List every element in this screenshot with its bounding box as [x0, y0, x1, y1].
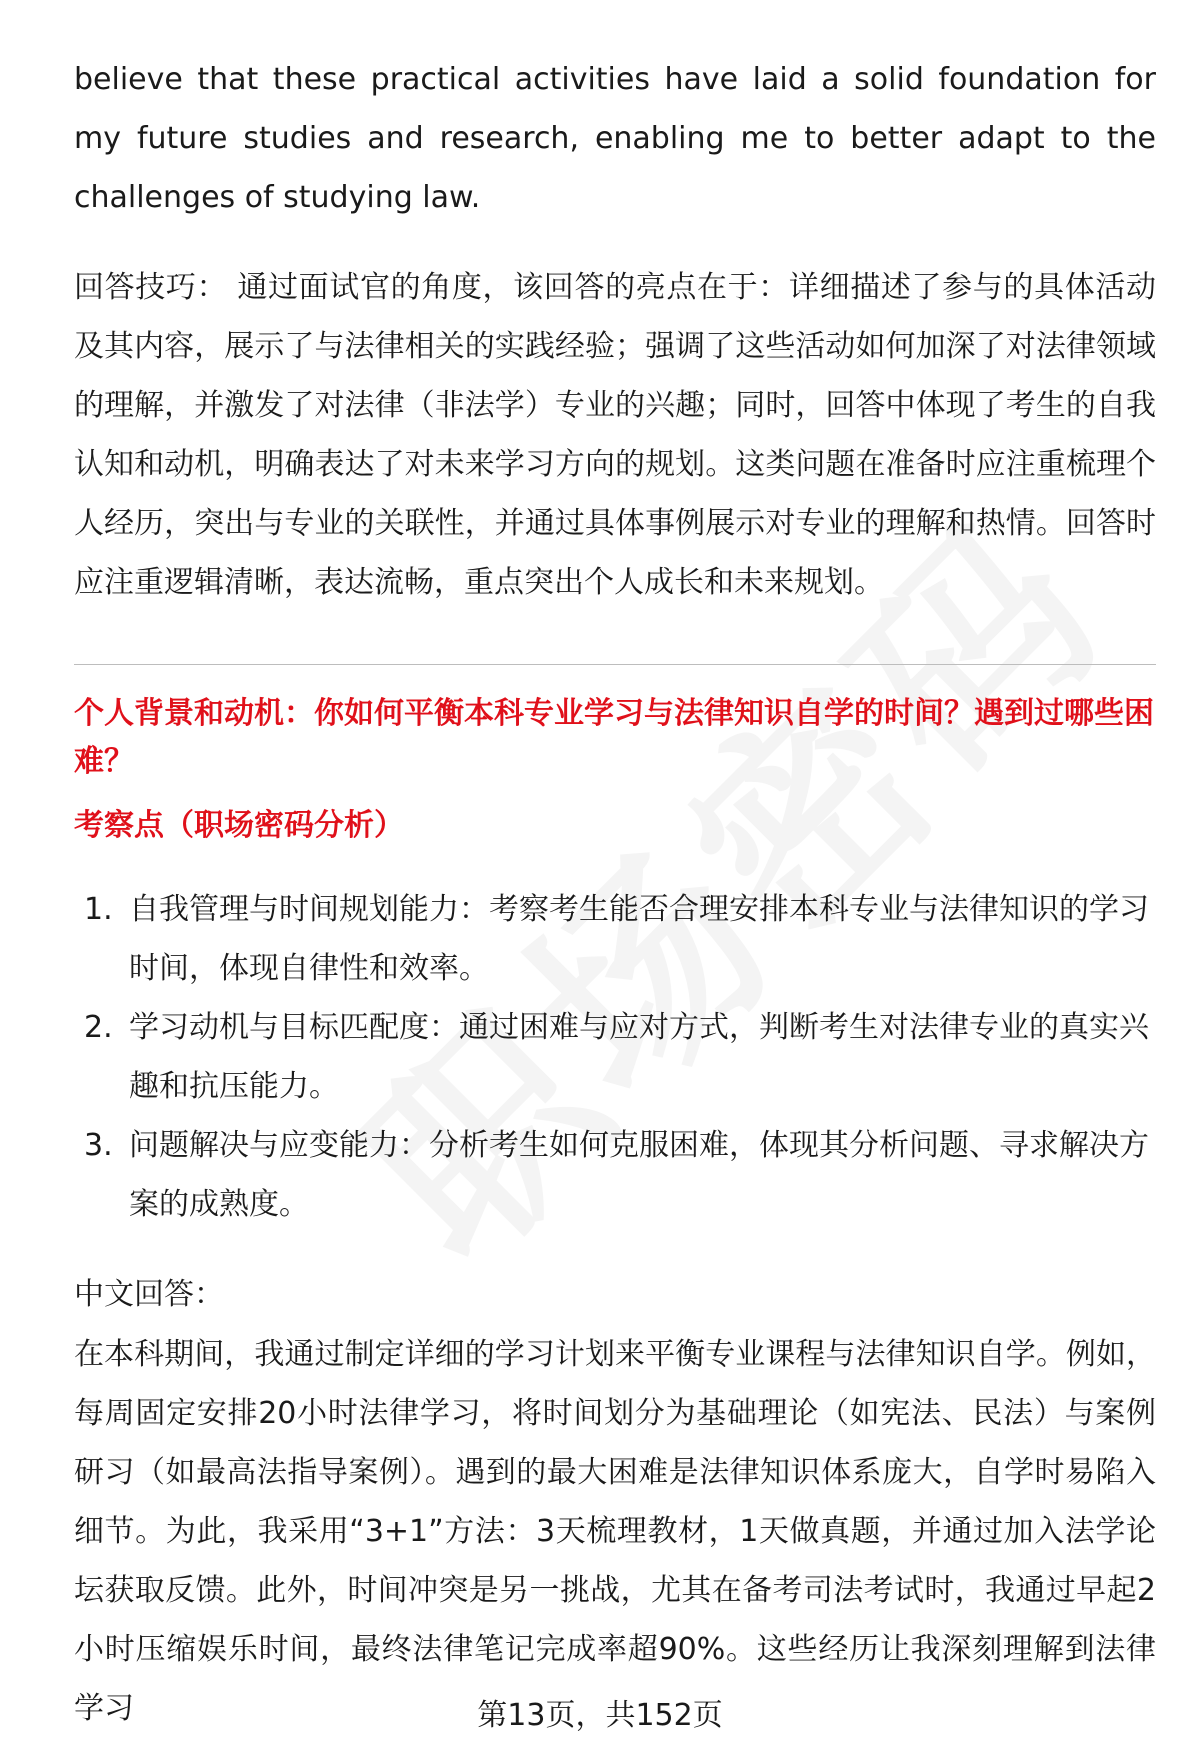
- list-item: [74, 880, 1156, 998]
- page-footer: 第13页，共152页: [477, 1698, 723, 1733]
- list-item-text: 问题解决与应变能力：分析考生如何克服困难，体现其分析问题、寻求解决方案的成熟度。: [129, 1128, 1149, 1222]
- question-title: 个人背景和动机：你如何平衡本科专业学习与法律知识自学的时间？遇到过哪些困难？: [74, 696, 1154, 779]
- list-item-text: 自我管理与时间规划能力：考察考生能否合理安排本科专业与法律知识的学习时间，体现自律性和效率。: [129, 892, 1149, 986]
- answer-label: 中文回答：: [74, 1277, 224, 1312]
- answer-paragraph: 在本科期间，我通过制定详细的学习计划来平衡专业课程与法律知识自学。例如，每周固定安排20小时法律学习，将时间划分为基础理论（如宪法、民法）与案例研习（如最高法指导案例）。遇到的最大困难是法律知识体系庞大，自学时易陷入细节。为此，我采用“3+1”方法：3天梳理教材，1天做真题，并通过加入法学论坛获取反馈。此外，时间冲突是另一挑战，尤其在备考司法考试时，我通过早起2小时压缩娱乐时间，最终法律笔记完成率超90%。这些经历让我深刻理解到法律学习: [74, 1337, 1156, 1726]
- list-item: [74, 998, 1156, 1116]
- list-item-number: 2.: [84, 1010, 113, 1045]
- english-paragraph: believe that these practical activities have laid a solid foundation for my future studies and research, enabling me to better adapt to the challenges of studying law.: [74, 62, 1156, 215]
- list-item-number: 3.: [84, 1128, 113, 1163]
- list-item-text: 学习动机与目标匹配度：通过困难与应对方式，判断考生对法律专业的真实兴趣和抗压能力。: [129, 1010, 1149, 1104]
- section-title: 考察点（职场密码分析）: [74, 808, 404, 843]
- assessment-points-list: [74, 880, 1156, 1234]
- tips-paragraph: 回答技巧： 通过面试官的角度，该回答的亮点在于：详细描述了参与的具体活动及其内容，展示了与法律相关的实践经验；强调了这些活动如何加深了对法律领域的理解，并激发了对法律（非法学）专业的兴趣；同时，回答中体现了考生的自我认知和动机，明确表达了对未来学习方向的规划。这类问题在准备时应注重梳理个人经历，突出与专业的关联性，并通过具体事例展示对专业的理解和热情。回答时应注重逻辑清晰，表达流畅，重点突出个人成长和未来规划。: [74, 270, 1156, 600]
- section-divider: [74, 664, 1156, 665]
- list-item-number: 1.: [84, 892, 113, 927]
- list-item: [74, 1116, 1156, 1234]
